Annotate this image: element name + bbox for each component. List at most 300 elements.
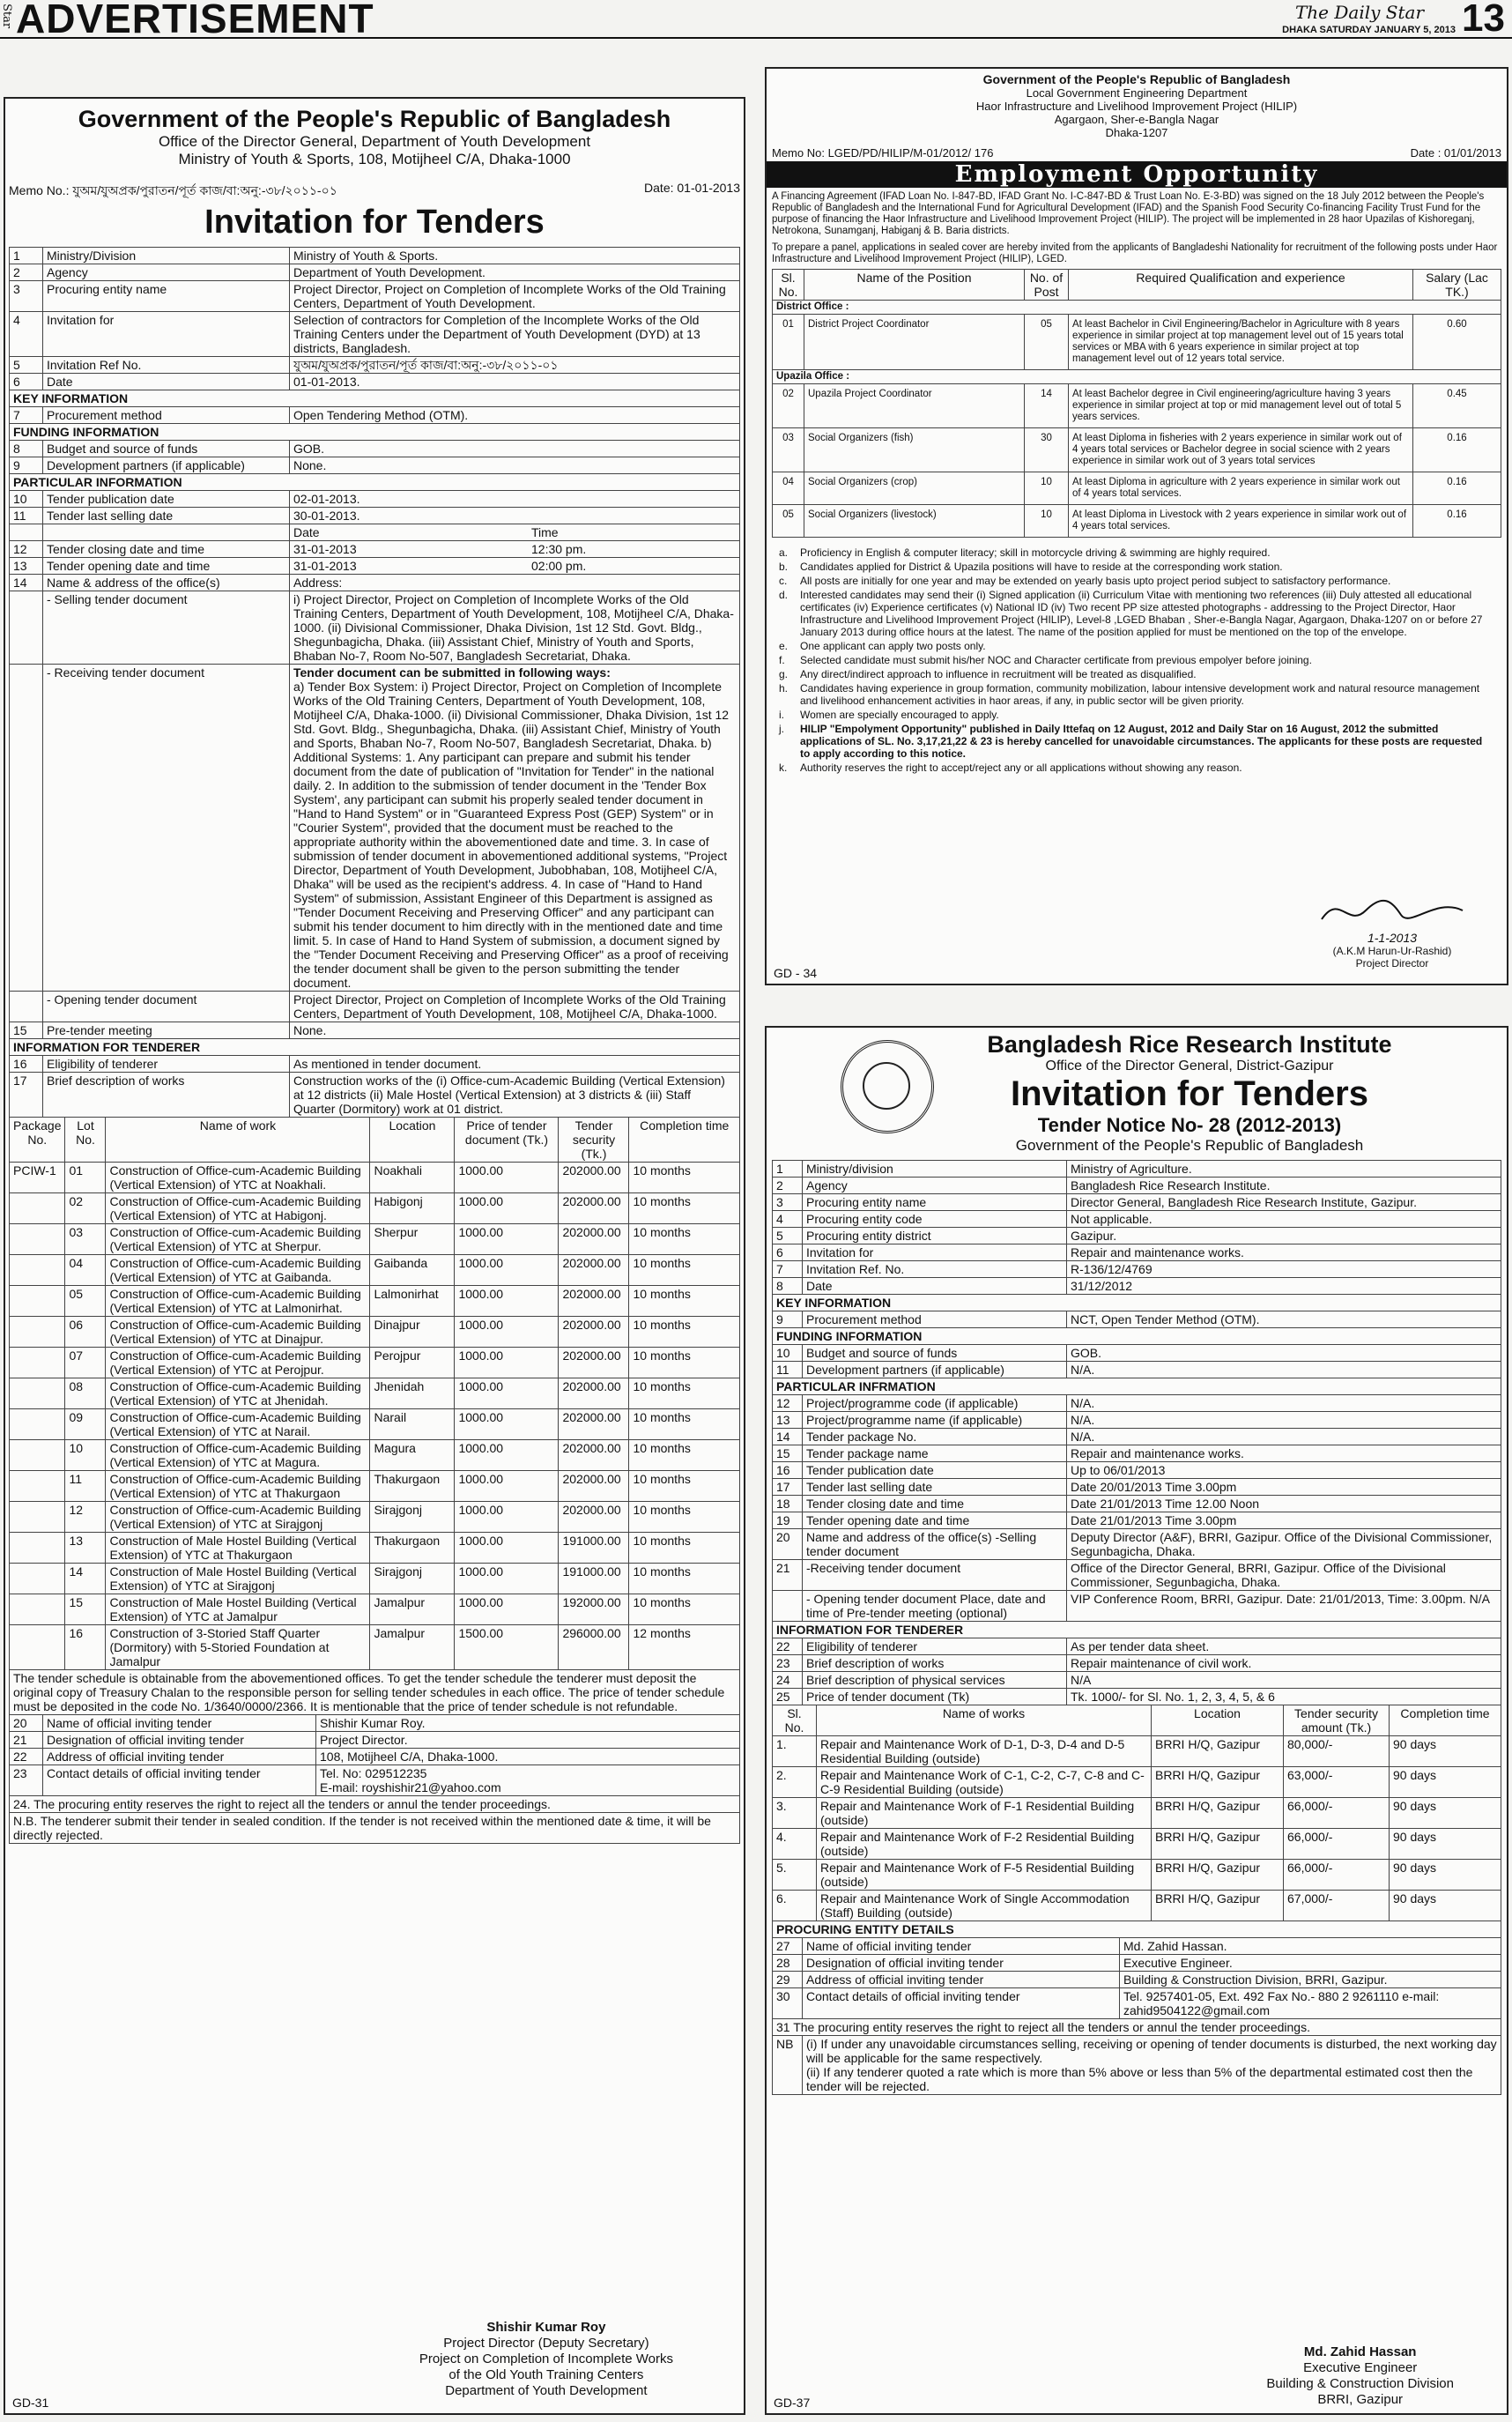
column-header: Lot No. bbox=[65, 1118, 106, 1163]
table-row bbox=[10, 264, 740, 281]
table-row bbox=[10, 1625, 740, 1670]
table-row bbox=[10, 1378, 740, 1409]
list-text: All posts are initially for one year and may be extended on yearly basis upto project period subject to satisfactory performance. bbox=[800, 575, 1391, 587]
row-number: 2 bbox=[10, 264, 43, 281]
table-cell: 12 months bbox=[629, 1625, 740, 1670]
row-label: Address of official inviting tender bbox=[803, 1972, 1120, 1988]
dateline: DHAKA SATURDAY JANUARY 5, 2013 bbox=[1282, 25, 1456, 35]
table-cell: Social Organizers (crop) bbox=[804, 472, 1025, 505]
row-value: Office of the Director General, BRRI, Gazipur. Office of the Divisional Commissioner, Segunbagicha, Dhaka. bbox=[1067, 1560, 1501, 1591]
table-row bbox=[10, 1163, 740, 1193]
signature-block: Md. Zahid Hassan Executive Engineer Building & Construction Division BRRI, Gazipur bbox=[1266, 2344, 1454, 2407]
column-header: Completion time bbox=[1390, 1705, 1501, 1736]
table-cell: Repair and Maintenance Work of D-1, D-3, D-4 and D-5 Residential Building (outside) bbox=[817, 1736, 1152, 1767]
signature-block: Shishir Kumar Roy Project Director (Deputy Secretary) Project on Completion of Incomplete Works of the Old Youth Training Centers Department of Youth Development bbox=[419, 2320, 673, 2398]
row-number: 18 bbox=[773, 1496, 803, 1512]
table-cell: Construction of Male Hostel Building (Vertical Extension) of YTC at Sirajgonj bbox=[106, 1564, 370, 1594]
row-number: 6 bbox=[773, 1244, 803, 1261]
list-marker: c. bbox=[779, 575, 788, 587]
row-label: Tender publication date bbox=[803, 1462, 1067, 1479]
row-label: Price of tender document (Tk) bbox=[803, 1689, 1067, 1705]
row-label: Invitation Ref. No. bbox=[803, 1261, 1067, 1278]
table-cell: 01 bbox=[773, 315, 804, 370]
column-header: Tender security amount (Tk.) bbox=[1284, 1705, 1390, 1736]
row-number: 16 bbox=[773, 1462, 803, 1479]
list-marker: f. bbox=[779, 654, 785, 666]
row-number: 21 bbox=[773, 1560, 803, 1591]
row-value: Repair maintenance of civil work. bbox=[1067, 1655, 1501, 1672]
ad-title: Invitation for Tenders bbox=[204, 204, 545, 241]
receiving-label: - Receiving tender document bbox=[43, 665, 290, 992]
table-cell: 90 days bbox=[1390, 1767, 1501, 1798]
table-cell: 202000.00 bbox=[559, 1163, 629, 1193]
table-cell: 08 bbox=[65, 1378, 106, 1409]
row-number: 14 bbox=[773, 1429, 803, 1445]
section-title: ADVERTISEMENT bbox=[16, 0, 374, 41]
table-cell: Construction of Office-cum-Academic Building (Vertical Extension) of YTC at Jhenidah. bbox=[106, 1378, 370, 1409]
office-heading: District Office : bbox=[773, 301, 1501, 315]
row-label: Agency bbox=[803, 1178, 1067, 1194]
column-header: Price of tender document (Tk.) bbox=[455, 1118, 559, 1163]
table-cell: Construction of Office-cum-Academic Building (Vertical Extension) of YTC at Dinajpur. bbox=[106, 1317, 370, 1348]
table-row bbox=[773, 1955, 1501, 1972]
row-value: N/A bbox=[1067, 1672, 1501, 1689]
official-table: 20 Name of official inviting tender Shishir Kumar Roy. 21 Designation of official inviting tender Project Director. 22 Address of official inviting tender 108, Motijheel C/A, Dhaka-1000. 23 Contact details of official inviting tender Tel. No: 029512235 E-mail: royshishir21@yahoo.com 24. The procuring entity reserves the right to reject all the tenders or annul the tender proceedings. N.B. The tenderer submit their tender in sealed condition. If the tender is not received within the mentioned date & time, it will be directly rejected. bbox=[9, 1714, 740, 1844]
row-number: 3 bbox=[773, 1194, 803, 1211]
table-cell: 10 months bbox=[629, 1348, 740, 1378]
row-label: Invitation for bbox=[43, 312, 290, 357]
list-item bbox=[779, 575, 1494, 587]
table-cell: 10 bbox=[65, 1440, 106, 1471]
list-text: Women are specially encouraged to apply. bbox=[800, 709, 999, 721]
table-cell: Repair and Maintenance Work of C-1, C-2, C-7, C-8 and C-C-9 Residential Building (outside) bbox=[817, 1767, 1152, 1798]
list-marker: h. bbox=[779, 682, 789, 695]
list-item bbox=[779, 640, 1494, 652]
gd-code: GD-31 bbox=[12, 2396, 49, 2410]
table-cell: 202000.00 bbox=[559, 1317, 629, 1348]
nb-note: N.B. The tenderer submit their tender in sealed condition. If the tender is not received within the mentioned date & time, it will be directly rejected. bbox=[10, 1813, 740, 1844]
table-cell: BRRI H/Q, Gazipur bbox=[1152, 1860, 1284, 1891]
intro: A Financing Agreement (IFAD Loan No. I-847-BD, IFAD Grant No. I-C-847-BD & Trust Loan No. E-3-BD) was signed on the 18 July 2012 between the People's Republic of Bangladesh and the International Fund for Agricultural Development (IFAD) and the Spanish Food Security Co-financing Facility Trust Fund for the purpose of financing the Haor Infrastructure and Livelihood Improvement Project (HILIP). The project will be implemented in 28 haor Upazilas of Kishoreganj, Netrokona, Sunamganj, Habiganj & B. Baria districts. bbox=[772, 191, 1485, 236]
row-value: Md. Zahid Hassan. bbox=[1120, 1938, 1501, 1955]
row-value: Tel. 9257401-05, Ext. 492 Fax No.- 880 2 9261110 e-mail: zahid9504122@gmail.com bbox=[1120, 1988, 1501, 2019]
row-value: Date 21/01/2013 Time 3.00pm bbox=[1067, 1512, 1501, 1529]
table-cell: Jamalpur bbox=[370, 1625, 455, 1670]
row-number: 19 bbox=[773, 1512, 803, 1529]
package-cell bbox=[10, 1502, 65, 1533]
office-line-2: Ministry of Youth & Sports, 108, Motijheel C/A, Dhaka-1000 bbox=[178, 151, 571, 167]
list-item bbox=[779, 762, 1494, 774]
table-cell: 10 months bbox=[629, 1502, 740, 1533]
table-cell: Jamalpur bbox=[370, 1594, 455, 1625]
list-marker: d. bbox=[779, 589, 789, 601]
table-cell: 1000.00 bbox=[455, 1564, 559, 1594]
row-value: As per tender data sheet. bbox=[1067, 1638, 1501, 1655]
address-line: Agargaon, Sher-e-Bangla Nagar bbox=[1054, 113, 1219, 126]
row-value: Deputy Director (A&F), BRRI, Gazipur. Office of the Divisional Commissioner, Segunbagicha, Dhaka. bbox=[1067, 1529, 1501, 1560]
table-row bbox=[10, 357, 740, 374]
table-row bbox=[10, 1471, 740, 1502]
table-cell: 191000.00 bbox=[559, 1564, 629, 1594]
row-label: Contact details of official inviting tender bbox=[803, 1988, 1120, 2019]
table-cell: 10 months bbox=[629, 1224, 740, 1255]
list-item bbox=[779, 589, 1494, 638]
table-cell: 01 bbox=[65, 1163, 106, 1193]
table-cell: 05 bbox=[1025, 315, 1069, 370]
row-value: Gazipur. bbox=[1067, 1228, 1501, 1244]
list-text: Proficiency in English & computer literacy; skill in motorcycle driving & swimming are highly required. bbox=[800, 546, 1271, 559]
row-label: Project/programme code (if applicable) bbox=[803, 1395, 1067, 1412]
table-cell: 0.16 bbox=[1413, 428, 1501, 472]
table-cell: 1000.00 bbox=[455, 1317, 559, 1348]
row-label: Brief description of works bbox=[803, 1655, 1067, 1672]
row-label: Brief description of physical services bbox=[803, 1672, 1067, 1689]
row-label: Ministry/Division bbox=[43, 248, 290, 264]
table-row bbox=[773, 1529, 1501, 1560]
works-table bbox=[772, 1705, 1501, 1921]
row-value: VIP Conference Room, BRRI, Gazipur. Date: 21/01/2013, Time: 3.00pm. N/A bbox=[1067, 1591, 1501, 1622]
column-header: Name of works bbox=[817, 1705, 1152, 1736]
table-cell: 0.16 bbox=[1413, 505, 1501, 538]
row-label: Procuring entity district bbox=[803, 1228, 1067, 1244]
row-label: Agency bbox=[43, 264, 290, 281]
table-row bbox=[773, 1278, 1501, 1295]
row-number: 1 bbox=[773, 1161, 803, 1178]
table-cell: 66,000/- bbox=[1284, 1798, 1390, 1829]
table-cell: Construction of 3-Storied Staff Quarter (Dormitory) with 5-Storied Foundation at Jamalpur bbox=[106, 1625, 370, 1670]
table-cell: 03 bbox=[773, 428, 804, 472]
row-label: Tender package name bbox=[803, 1445, 1067, 1462]
gd-code: GD - 34 bbox=[774, 966, 818, 980]
tender-info-table: 1 Ministry/Division Ministry of Youth & Sports. 2 Agency Department of Youth Development. 3 Procuring entity name Project Director, Project on Completion of Incomplete Works of the Old Training Centers, Department of Youth Development. 4 Invitation for Selection of contractors for Completion of the Incomplete Works of the Old Training Centers under the Department of Youth Development (DYD) at 13 districts, Bangladesh. 5 Invitation Ref No. যুঅম/যুঅপ্রক/পুরাতন/পূর্ত কাজ/বা:অনু:-৩৮/২০১১-০১ 6 Date 01-01-2013. KEY INFORMATION 7 Procurement method Open Tendering Method (OTM). FUNDING INFORMATION 8 Budget and source of funds GOB. 9 Development partners (if applicable) None. PARTICULAR INFORMATION 10 Tender publication date 02-01-2013. 11 Tender last selling date 30-01-2013. Date Time 12 Tender closing date and time 31-01-2013 12:30 pm. 13 Tender opening date and time 31-01-2013 02:00 pm. 14 Name & address of the office(s) Address: - Selling tender document i) Project Director, Project on Completion of Incomplete Works of the Old Training Centers, Department of Youth Development, 108, Motijheel C/A, Dhaka-1000. (ii) Divisional Commissioner, Dhaka Division, 1st 12 Std. Govt. Bldg., Shegunbagicha, Dhaka. (iii) Assistant Chief, Ministry of Youth and Sports, Bhaban No-7, Room No-507, Bangladesh Secretariat, Dhaka. - Receiving tender document Tender document can be submitted in following ways: a) Tender Box System: i) Project Director, Project on Completion of Incomplete Works of the Old Training Centers, Department of Youth Development, 108, Motijheel C/A, Dhaka-1000. (ii) Divisional Commissioner, Dhaka Division, 1st 12 Std. Govt. Bldg., Shegunbagicha, Dhaka. (iii) Assistant Chief, Ministry of Youth and Sports, Bhaban No-7, Room No-507, Bangladesh Secretariat, Dhaka. b) Additional Systems: 1. Any participant can prepare and submit his tender document from the date of publication of "Invitation for Tender" in the national daily. 2. In addition to the submission of tender document in the 'Tender Box System', any participant can submit his properly sealed tender document in "Hand to Hand System" or in "Guaranteed Express Post (GEP) System" or in "Courier System", provided that the document must be reached to the appropriate authority within the abovementioned date and time. 3. In case of submission of tender document in abovementioned additional systems, "Project Director, Department of Youth Development, Jubobhaban, 108, Motijheel C/A, Dhaka" will be used as the recipient's address. 4. In case of "Hand to Hand System" of submission, Assistant Engineer of this Department is assigned as "Tender Document Receiving and Preserving Officer" and any participant can submit his tender document to him directly with in the mentioned date and time limit. 5. In case of Hand to Hand System of submission, a document signed by the "Tender Document Receiving and Preserving Officer" as a proof of receiving the tender document shall be given to the person submitting the tender document. - Opening tender document Project Director, Project on Completion of Incomplete Works of the Old Training Centers, Department of Youth Development, 108, Motijheel C/A, Dhaka-1000. 15 Pre-tender meeting None. INFORMATION FOR TENDERER 16 Eligibility of tenderer As mentioned in tender document. 17 Brief description of works Construction works of the (i) Office-cum-Academic Building (Vertical Extension) at 12 districts (ii) Male Hostel (Vertical Extension) at 3 districts & (iii) Staff Quarter (Dormitory) work at 01 district. bbox=[9, 247, 740, 1118]
list-marker: a. bbox=[779, 546, 789, 559]
table-cell: 10 months bbox=[629, 1440, 740, 1471]
table-cell: 202000.00 bbox=[559, 1193, 629, 1224]
row-number: 5 bbox=[773, 1228, 803, 1244]
table-cell: 4. bbox=[773, 1829, 817, 1860]
table-row bbox=[773, 1445, 1501, 1462]
table-cell: 1. bbox=[773, 1736, 817, 1767]
row-label: Eligibility of tenderer bbox=[803, 1638, 1067, 1655]
table-cell: Social Organizers (fish) bbox=[804, 428, 1025, 472]
table-cell: 202000.00 bbox=[559, 1348, 629, 1378]
package-cell bbox=[10, 1440, 65, 1471]
row-number: 17 bbox=[773, 1479, 803, 1496]
table-cell: 1000.00 bbox=[455, 1255, 559, 1286]
row-number: 13 bbox=[773, 1412, 803, 1429]
column-header: Required Qualification and experience bbox=[1069, 270, 1413, 301]
table-cell: 12 bbox=[65, 1502, 106, 1533]
brri-logo-icon bbox=[841, 1040, 934, 1133]
table-row bbox=[10, 374, 740, 390]
list-item bbox=[779, 682, 1494, 707]
table-row bbox=[773, 1211, 1501, 1228]
table-cell: 90 days bbox=[1390, 1798, 1501, 1829]
table-cell: At least Diploma in Livestock with 2 years experience in similar work out of 4 years total services. bbox=[1069, 505, 1413, 538]
table-cell: 202000.00 bbox=[559, 1409, 629, 1440]
row-value: Department of Youth Development. bbox=[290, 264, 740, 281]
list-marker: e. bbox=[779, 640, 789, 652]
table-cell: At least Bachelor degree in Civil engineering/agriculture having 3 years experience in similar project at top or mid management level out of total 5 years services. bbox=[1069, 384, 1413, 428]
row-number: 24 bbox=[773, 1672, 803, 1689]
table-cell: 04 bbox=[65, 1255, 106, 1286]
table-cell: 1000.00 bbox=[455, 1502, 559, 1533]
signature-icon bbox=[1313, 893, 1471, 928]
row-value: Selection of contractors for Completion of the Incomplete Works of the Old Training Centers under the Department of Youth Development (DYD) at 13 districts, Bangladesh. bbox=[290, 312, 740, 357]
column-header: No. of Post bbox=[1025, 270, 1069, 301]
table-cell: Construction of Office-cum-Academic Building (Vertical Extension) of YTC at Sirajgonj bbox=[106, 1502, 370, 1533]
table-cell: Habigonj bbox=[370, 1193, 455, 1224]
table-cell: Construction of Office-cum-Academic Building (Vertical Extension) of YTC at Gaibanda. bbox=[106, 1255, 370, 1286]
row-label: Name and address of the office(s) -Selling tender document bbox=[803, 1529, 1067, 1560]
table-row bbox=[773, 1395, 1501, 1412]
dyd-tender-ad bbox=[4, 97, 745, 2415]
section-heading: KEY INFORMATION bbox=[10, 390, 740, 407]
table-row bbox=[773, 1261, 1501, 1278]
row-number: 28 bbox=[773, 1955, 803, 1972]
package-cell bbox=[10, 1348, 65, 1378]
table-cell: 30 bbox=[1025, 428, 1069, 472]
gov-title: Government of the People's Republic of Bangladesh bbox=[78, 106, 671, 132]
table-row bbox=[10, 312, 740, 357]
package-cell bbox=[10, 1409, 65, 1440]
table-row bbox=[773, 1496, 1501, 1512]
table-cell: 0.16 bbox=[1413, 472, 1501, 505]
row-value: Executive Engineer. bbox=[1120, 1955, 1501, 1972]
package-cell bbox=[10, 1378, 65, 1409]
table-cell: 10 months bbox=[629, 1594, 740, 1625]
section-heading: INFORMATION FOR TENDERER bbox=[10, 1039, 740, 1056]
email: E-mail: royshishir21@yahoo.com bbox=[320, 1780, 501, 1794]
table-row bbox=[773, 1655, 1501, 1672]
gov-line: Government of the People's Republic of Bangladesh bbox=[1015, 1137, 1364, 1154]
row-value: Ministry of Agriculture. bbox=[1067, 1161, 1501, 1178]
list-text: Interested candidates may send their (i) Signed application (ii) Curriculum Vitae with mentioning two references (iii) Duly attested all educational certificates (iv) Experience certificates (v) National ID (iv) Two recent PP size attested photographs - addressing to the Project Director, Haor Infrastructure and Livelihood Improvement Project (HILIP), Level-8 ,LGED Bhaban , Sher-e-Bangla Nagar, Agargaon, Dhaka-1207 on or before 27 January 2013 during office hours at the latest. The name of the position applied for must be mentioned on the top of the envelope. bbox=[800, 589, 1483, 638]
table-cell: 06 bbox=[65, 1317, 106, 1348]
row-number: 5 bbox=[10, 357, 43, 374]
column-header: Completion time bbox=[629, 1118, 740, 1163]
table-cell: 10 months bbox=[629, 1564, 740, 1594]
table-cell: Construction of Office-cum-Academic Building (Vertical Extension) of YTC at Magura. bbox=[106, 1440, 370, 1471]
memo-no: Memo No: LGED/PD/HILIP/M-01/2012/ 176 bbox=[772, 146, 994, 160]
row-label: Procuring entity code bbox=[803, 1211, 1067, 1228]
row-number: 8 bbox=[773, 1278, 803, 1295]
table-cell: 202000.00 bbox=[559, 1255, 629, 1286]
row-number: 25 bbox=[773, 1689, 803, 1705]
table-cell: 14 bbox=[1025, 384, 1069, 428]
table-cell: Gaibanda bbox=[370, 1255, 455, 1286]
column-header: Name of work bbox=[106, 1118, 370, 1163]
package-cell bbox=[10, 1594, 65, 1625]
list-item bbox=[779, 723, 1494, 760]
list-item bbox=[779, 709, 1494, 721]
row-value: Project Director, Project on Completion of Incomplete Works of the Old Training Centers, Department of Youth Development. bbox=[290, 281, 740, 312]
project-name: Haor Infrastructure and Livelihood Improvement Project (HILIP) bbox=[975, 100, 1298, 113]
column-header: Tender security (Tk.) bbox=[559, 1118, 629, 1163]
row-value: N/A. bbox=[1067, 1429, 1501, 1445]
section-heading: PARTICULAR INFORMATION bbox=[10, 474, 740, 491]
table-cell: 14 bbox=[65, 1564, 106, 1594]
row-label: Tender closing date and time bbox=[803, 1496, 1067, 1512]
table-row bbox=[773, 384, 1501, 428]
table-row bbox=[773, 1194, 1501, 1211]
table-cell: 10 months bbox=[629, 1409, 740, 1440]
table-cell: Dinajpur bbox=[370, 1317, 455, 1348]
table-row bbox=[773, 1244, 1501, 1261]
row-label: Date bbox=[43, 374, 290, 390]
table-cell: 1500.00 bbox=[455, 1625, 559, 1670]
table-cell: 15 bbox=[65, 1594, 106, 1625]
row-value: Repair and maintenance works. bbox=[1067, 1244, 1501, 1261]
section-heading: FUNDING INFORMATION bbox=[10, 424, 740, 441]
table-cell: Upazila Project Coordinator bbox=[804, 384, 1025, 428]
package-cell bbox=[10, 1471, 65, 1502]
row-number: 29 bbox=[773, 1972, 803, 1988]
table-row bbox=[10, 248, 740, 264]
table-row bbox=[773, 1228, 1501, 1244]
package-cell bbox=[10, 1533, 65, 1564]
table-cell: 90 days bbox=[1390, 1829, 1501, 1860]
table-cell: 1000.00 bbox=[455, 1224, 559, 1255]
table-cell: Repair and Maintenance Work of F-2 Residential Building (outside) bbox=[817, 1829, 1152, 1860]
table-cell: Sirajgonj bbox=[370, 1564, 455, 1594]
package-cell bbox=[10, 1564, 65, 1594]
table-cell: 03 bbox=[65, 1224, 106, 1255]
brri-info-table: 1 Ministry/division Ministry of Agriculture. 2 Agency Bangladesh Rice Research Institute. 3 Procuring entity name Director General, Bangladesh Rice Research Institute, Gazipur. 4 Procuring entity code Not applicable. 5 Procuring entity district Gazipur. 6 Invitation for Repair and maintenance works. 7 Invitation Ref. No. R-136/12/4769 8 Date 31/12/2012 KEY INFORMATION 9 Procurement method NCT, Open Tender Method (OTM). FUNDING INFORMATION 10 Budget and source of funds GOB. 11 Development partners (if applicable) N/A. PARTICULAR INFRMATION 12 Project/programme code (if applicable) N/A. 13 Project/programme name (if applicable) N/A. 14 Tender package No. N/A. 15 Tender package name Repair and maintenance works. 16 Tender publication date Up to 06/01/2013 17 Tender last selling date Date 20/01/2013 Time 3.00pm 18 Tender closing date and time Date 21/01/2013 Time 12.00 Noon 19 Tender opening date and time Date 21/01/2013 Time 3.00pm 20 Name and address of the office(s) -Selling tender document Deputy Director (A&F), BRRI, Gazipur. Office of the Divisional Commissioner, Segunbagicha, Dhaka. 21 -Receiving tender document Office of the Director General, BRRI, Gazipur. Office of the Divisional Commissioner, Segunbagicha, Dhaka. - Opening tender document Place, date and time of Pre-tender meeting (optional) VIP Conference Room, BRRI, Gazipur. Date: 21/01/2013, Time: 3.00pm. N/A INFORMATION FOR TENDERER 22 Eligibility of tenderer As per tender data sheet. 23 Brief description of works Repair maintenance of civil work. 24 Brief description of physical services N/A 25 Price of tender document (Tk) Tk. 1000/- for Sl. No. 1, 2, 3, 4, 5, & 6 bbox=[772, 1160, 1501, 1705]
column-header: Package No. bbox=[10, 1118, 65, 1163]
row-number: 7 bbox=[773, 1261, 803, 1278]
table-row bbox=[773, 1689, 1501, 1705]
table-row bbox=[773, 1988, 1501, 2019]
row-number: 15 bbox=[773, 1445, 803, 1462]
schedule-note: The tender schedule is obtainable from the abovementioned offices. To get the tender schedule the tenderer must deposit the original copy of Treasury Chalan to the responsible person for selling tender schedules in each office. The price of tender schedule must be deposited in the code No. 1/3640/0000/2366. It is mentionable that the price of tender schedule is not refundable. bbox=[9, 1670, 740, 1715]
table-cell: Repair and Maintenance Work of F-5 Residential Building (outside) bbox=[817, 1860, 1152, 1891]
table-row bbox=[10, 1594, 740, 1625]
table-cell: Repair and Maintenance Work of F-1 Residential Building (outside) bbox=[817, 1798, 1152, 1829]
table-row bbox=[10, 1440, 740, 1471]
employment-banner: Employment Opportunity bbox=[767, 161, 1507, 188]
row-number: 12 bbox=[773, 1395, 803, 1412]
table-cell: Repair and Maintenance Work of Single Accommodation (Staff) Building (outside) bbox=[817, 1891, 1152, 1921]
table-row bbox=[773, 1479, 1501, 1496]
procuring-entity-table: PROCURING ENTITY DETAILS 27 Name of official inviting tender Md. Zahid Hassan. 28 Designation of official inviting tender Executive Engineer. 29 Address of official inviting tender Building & Construction Division, BRRI, Gazipur. 30 Contact details of official inviting tender Tel. 9257401-05, Ext. 492 Fax No.- 880 2 9261110 e-mail: zahid9504122@gmail.com 31 The procuring entity reserves the right to reject all the tenders or annul the tender proceedings. NB (i) If under any unavoidable circumstances selling, receiving or opening of tender documents is disturbed, the next working day will be applicable for the same respectively. (ii) If any tenderer quoted a rate which is more than 5% above or less than 5% of the departmental estimated cost then the tender will be rejected. bbox=[772, 1921, 1501, 2095]
table-cell: BRRI H/Q, Gazipur bbox=[1152, 1798, 1284, 1829]
list-text: Selected candidate must submit his/her NOC and Character certificate from previous empolyer before joining. bbox=[800, 654, 1312, 666]
memo-date: Date: 01-01-2013 bbox=[644, 181, 740, 195]
list-marker: g. bbox=[779, 668, 789, 680]
table-cell: Magura bbox=[370, 1440, 455, 1471]
table-cell: 202000.00 bbox=[559, 1471, 629, 1502]
table-cell: 6. bbox=[773, 1891, 817, 1921]
row-label: Procuring entity name bbox=[803, 1194, 1067, 1211]
column-header: Salary (Lac TK.) bbox=[1413, 270, 1501, 301]
table-row bbox=[10, 281, 740, 312]
package-cell bbox=[10, 1224, 65, 1255]
row-value: Director General, Bangladesh Rice Research Institute, Gazipur. bbox=[1067, 1194, 1501, 1211]
table-cell: Construction of Office-cum-Academic Building (Vertical Extension) of YTC at Habigonj. bbox=[106, 1193, 370, 1224]
table-cell: Construction of Office-cum-Academic Building (Vertical Extension) of YTC at Sherpur. bbox=[106, 1224, 370, 1255]
table-cell: At least Bachelor in Civil Engineering/Bachelor in Agriculture with 8 years experience in similar project at top management level out of 15 years total services or MBA with 6 years experience in similar project at top management level out of 12 years total service. bbox=[1069, 315, 1413, 370]
table-cell: 202000.00 bbox=[559, 1440, 629, 1471]
header-rule bbox=[0, 37, 1512, 39]
notes-list bbox=[772, 546, 1501, 774]
row-value: যুঅম/যুঅপ্রক/পুরাতন/পূর্ত কাজ/বা:অনু:-৩৮/২০১১-০১ bbox=[290, 357, 740, 374]
row-value: 31/12/2012 bbox=[1067, 1278, 1501, 1295]
row-label: Tender package No. bbox=[803, 1429, 1067, 1445]
table-cell: 05 bbox=[773, 505, 804, 538]
row-number: 30 bbox=[773, 1988, 803, 2019]
table-cell: 10 months bbox=[629, 1286, 740, 1317]
table-cell: Construction of Office-cum-Academic Building (Vertical Extension) of YTC at Noakhali. bbox=[106, 1163, 370, 1193]
opening-label: - Opening tender document bbox=[43, 992, 290, 1022]
table-cell: Construction of Office-cum-Academic Building (Vertical Extension) of YTC at Narail. bbox=[106, 1409, 370, 1440]
table-cell: 1000.00 bbox=[455, 1440, 559, 1471]
table-cell: 66,000/- bbox=[1284, 1829, 1390, 1860]
table-cell: Lalmonirhat bbox=[370, 1286, 455, 1317]
row-value: Tk. 1000/- for Sl. No. 1, 2, 3, 4, 5, & 6 bbox=[1067, 1689, 1501, 1705]
list-text: Authority reserves the right to accept/reject any or all applications without showing any reason. bbox=[800, 762, 1242, 774]
table-row bbox=[773, 1462, 1501, 1479]
table-row bbox=[773, 1891, 1501, 1921]
table-cell: 02 bbox=[773, 384, 804, 428]
table-cell: Construction of Male Hostel Building (Vertical Extension) of YTC at Jamalpur bbox=[106, 1594, 370, 1625]
table-cell: 191000.00 bbox=[559, 1533, 629, 1564]
ad-title: Invitation for Tenders bbox=[1011, 1074, 1368, 1113]
table-cell: Social Organizers (livestock) bbox=[804, 505, 1025, 538]
table-row bbox=[773, 1429, 1501, 1445]
table-cell: 66,000/- bbox=[1284, 1860, 1390, 1891]
table-cell: Construction of Office-cum-Academic Building (Vertical Extension) of YTC at Lalmonirhat. bbox=[106, 1286, 370, 1317]
org-name: Bangladesh Rice Research Institute bbox=[987, 1031, 1392, 1058]
table-cell: 67,000/- bbox=[1284, 1891, 1390, 1921]
table-cell: 1000.00 bbox=[455, 1286, 559, 1317]
selling-label: - Selling tender document bbox=[43, 591, 290, 665]
table-row bbox=[773, 1672, 1501, 1689]
memo-date: Date : 01/01/2013 bbox=[1410, 146, 1501, 160]
table-cell: 1000.00 bbox=[455, 1348, 559, 1378]
table-cell: At least Diploma in fisheries with 2 years experience in similar work out of 4 years total services or Bachelor degree in social science with 2 years experience in similar work out of 3 years total services bbox=[1069, 428, 1413, 472]
table-row bbox=[773, 1560, 1501, 1591]
table-cell: 10 bbox=[1025, 472, 1069, 505]
table-cell: 10 months bbox=[629, 1471, 740, 1502]
row-value: Date 21/01/2013 Time 12.00 Noon bbox=[1067, 1496, 1501, 1512]
row-label: - Opening tender document Place, date and time of Pre-tender meeting (optional) bbox=[803, 1591, 1067, 1622]
row-value: N/A. bbox=[1067, 1395, 1501, 1412]
table-cell: 09 bbox=[65, 1409, 106, 1440]
table-cell: 1000.00 bbox=[455, 1409, 559, 1440]
list-text: HILIP "Empolyment Opportunity" published in Daily Ittefaq on 12 August, 2012 and Daily Star on 16 August, 2012 the submitted applications of SL. No. 3,17,21,22 & 23 is hereby cancelled for unavoidable circumstances. The applicants for these posts are requested to apply according to this notice. bbox=[800, 723, 1483, 760]
table-cell: 1000.00 bbox=[455, 1471, 559, 1502]
table-row bbox=[773, 1798, 1501, 1829]
table-cell: 04 bbox=[773, 472, 804, 505]
row-value: Up to 06/01/2013 bbox=[1067, 1462, 1501, 1479]
list-item bbox=[779, 546, 1494, 559]
row-number: 3 bbox=[10, 281, 43, 312]
table-cell: 05 bbox=[65, 1286, 106, 1317]
column-header: Name of the Position bbox=[804, 270, 1025, 301]
table-cell: 202000.00 bbox=[559, 1286, 629, 1317]
row-number: 2 bbox=[773, 1178, 803, 1194]
row-label: Invitation for bbox=[803, 1244, 1067, 1261]
table-cell: 10 months bbox=[629, 1255, 740, 1286]
lots-table bbox=[9, 1117, 740, 1670]
list-marker: b. bbox=[779, 561, 789, 573]
table-row bbox=[773, 1591, 1501, 1622]
table-cell: 1000.00 bbox=[455, 1163, 559, 1193]
signature-block: 1-1-2013 (A.K.M Harun-Ur-Rashid) Project Director bbox=[1313, 893, 1471, 970]
notice-no: Tender Notice No- 28 (2012-2013) bbox=[1037, 1114, 1342, 1136]
list-text: Any direct/indirect approach to influence in recruitment will be treated as disqualified. bbox=[800, 668, 1197, 680]
